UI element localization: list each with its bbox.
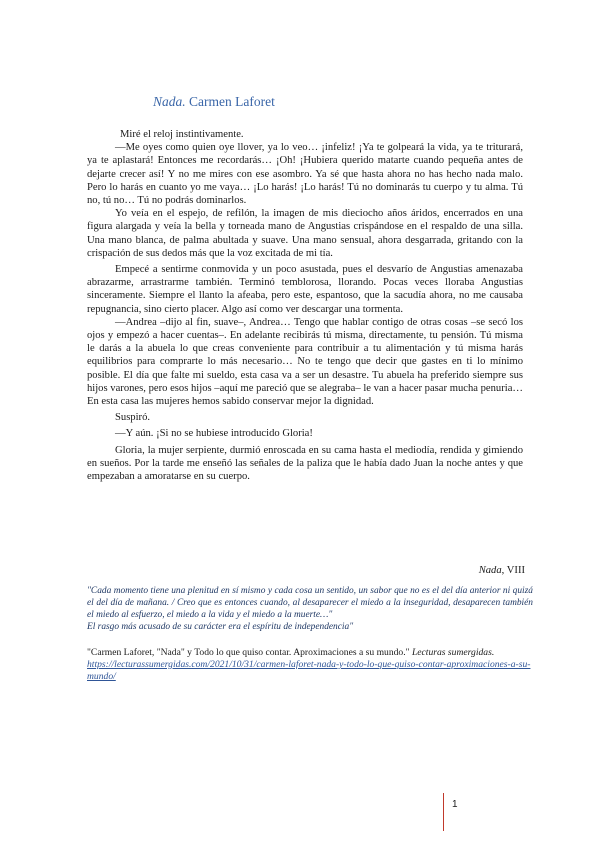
signature-work: Nada xyxy=(478,565,502,576)
source-signature xyxy=(87,565,525,576)
page-number: 1 xyxy=(452,799,458,810)
page-number-rule xyxy=(443,793,444,831)
title-work: Nada. xyxy=(153,94,186,109)
paragraph: Suspiró. xyxy=(115,412,151,424)
excerpt-body xyxy=(87,128,523,483)
paragraph: Yo veía en el espejo, de refilón, la imagen de mis dieciocho años áridos, encerrados en una figura alargada y veía la bella y torneada mano de Angustias crispándose en el respaldo de una silla. Una mano blanca, de palma abultada y suave. Una mano sensual, ahora desgarrada, gritando con la crispación de sus dedos más que la voz excitada de mi tía. xyxy=(87,208,523,259)
reference-source: Lecturas sumergidas. xyxy=(411,647,495,658)
signature-chapter: , VIII xyxy=(501,565,525,576)
document-title xyxy=(153,94,275,110)
paragraph: —Andrea –dijo al fin, suave–, Andrea… Tengo que hablar contigo de otras cosas –se secó los ojos y empezó a hacer cuentas–. En adelante recibirás tú misma, directamente, tu pensión. Tú misma le darás a la abuela lo que creas conveniente para contribuir a tu alimentación y tú misma harás equilibrios para comprarte lo más necesario… No te tengo que decir que gastes en ti lo mínimo posible. El día que falte mi sueldo, esta casa va a ser un desastre. Tu abuela ha preferido siempre sus hijos varones, pero esos hijos –aquí me pareció que se alegraba– le van a hacer pasar mucha penuria… En esta casa las mujeres hemos sabido conservar mejor la dignidad. xyxy=(87,316,523,408)
reference xyxy=(87,647,533,683)
author-quote-secondary: El rasgo más acusado de su carácter era el espíritu de independencia" xyxy=(87,622,354,632)
author-quote: "Cada momento tiene una plenitud en sí mismo y cada cosa un sentido, un sabor que no es el del día anterior ni quizá el del día de mañana. / Creo que es entonces cuando, al desaparecer el miedo a la inseguridad, desaparecen también el miedo al esfuerzo, el miedo a la vida y el miedo a la muerte…" xyxy=(87,586,533,620)
paragraph: Empecé a sentirme conmovida y un poco asustada, pues el desvarío de Angustias amenazaba abrazarme, arrastrarme también. Terminó temblorosa, llorando. Pocas veces lloraba Angustias sinceramente. Siempre el llanto la afeaba, pero este, espantoso, que la sacudía ahora, no me causaba repugnancia, sino cierto placer. Algo así como ver descargar una tormenta. xyxy=(87,264,523,315)
paragraph: Miré el reloj instintivamente. xyxy=(120,129,244,140)
reference-link[interactable]: https://lecturassumergidas.com/2021/10/31/carmen-laforet-nada-y-todo-lo-que-quiso-contar-aproximaciones-a-su-mundo/ xyxy=(87,659,531,682)
title-author: Carmen Laforet xyxy=(189,94,275,109)
paragraph: Gloria, la mujer serpiente, durmió enroscada en su cama hasta el mediodía, rendida y gimiendo en sueños. Por la tarde me enseñó las señales de la paliza que le había dado Juan la noche antes y que empezaban a amoratarse en su cuerpo. xyxy=(87,444,523,483)
reference-citation: "Carmen Laforet, "Nada" y Todo lo que quiso contar. Aproximaciones a su mundo." xyxy=(87,647,410,658)
paragraph: —Me oyes como quien oye llover, ya lo veo… ¡infeliz! ¡Ya te golpeará la vida, ya te triturará, ya te aplastará! Entonces me recordarás… ¡Oh! ¡Hubiera querido matarte cuando pequeña antes de dejarte crecer así! Y no me mires con ese asombro. Ya sé que hasta ahora no has hecho nada malo. Pero lo harás en cuanto yo me vaya… ¡Lo harás! ¡Lo harás! Tú no dominarás tu cuerpo y tu alma. Tú no, tú no… Tú no podrás dominarlos. xyxy=(87,142,523,207)
paragraph: —Y aún. ¡Si no se hubiese introducido Gloria! xyxy=(115,428,313,440)
